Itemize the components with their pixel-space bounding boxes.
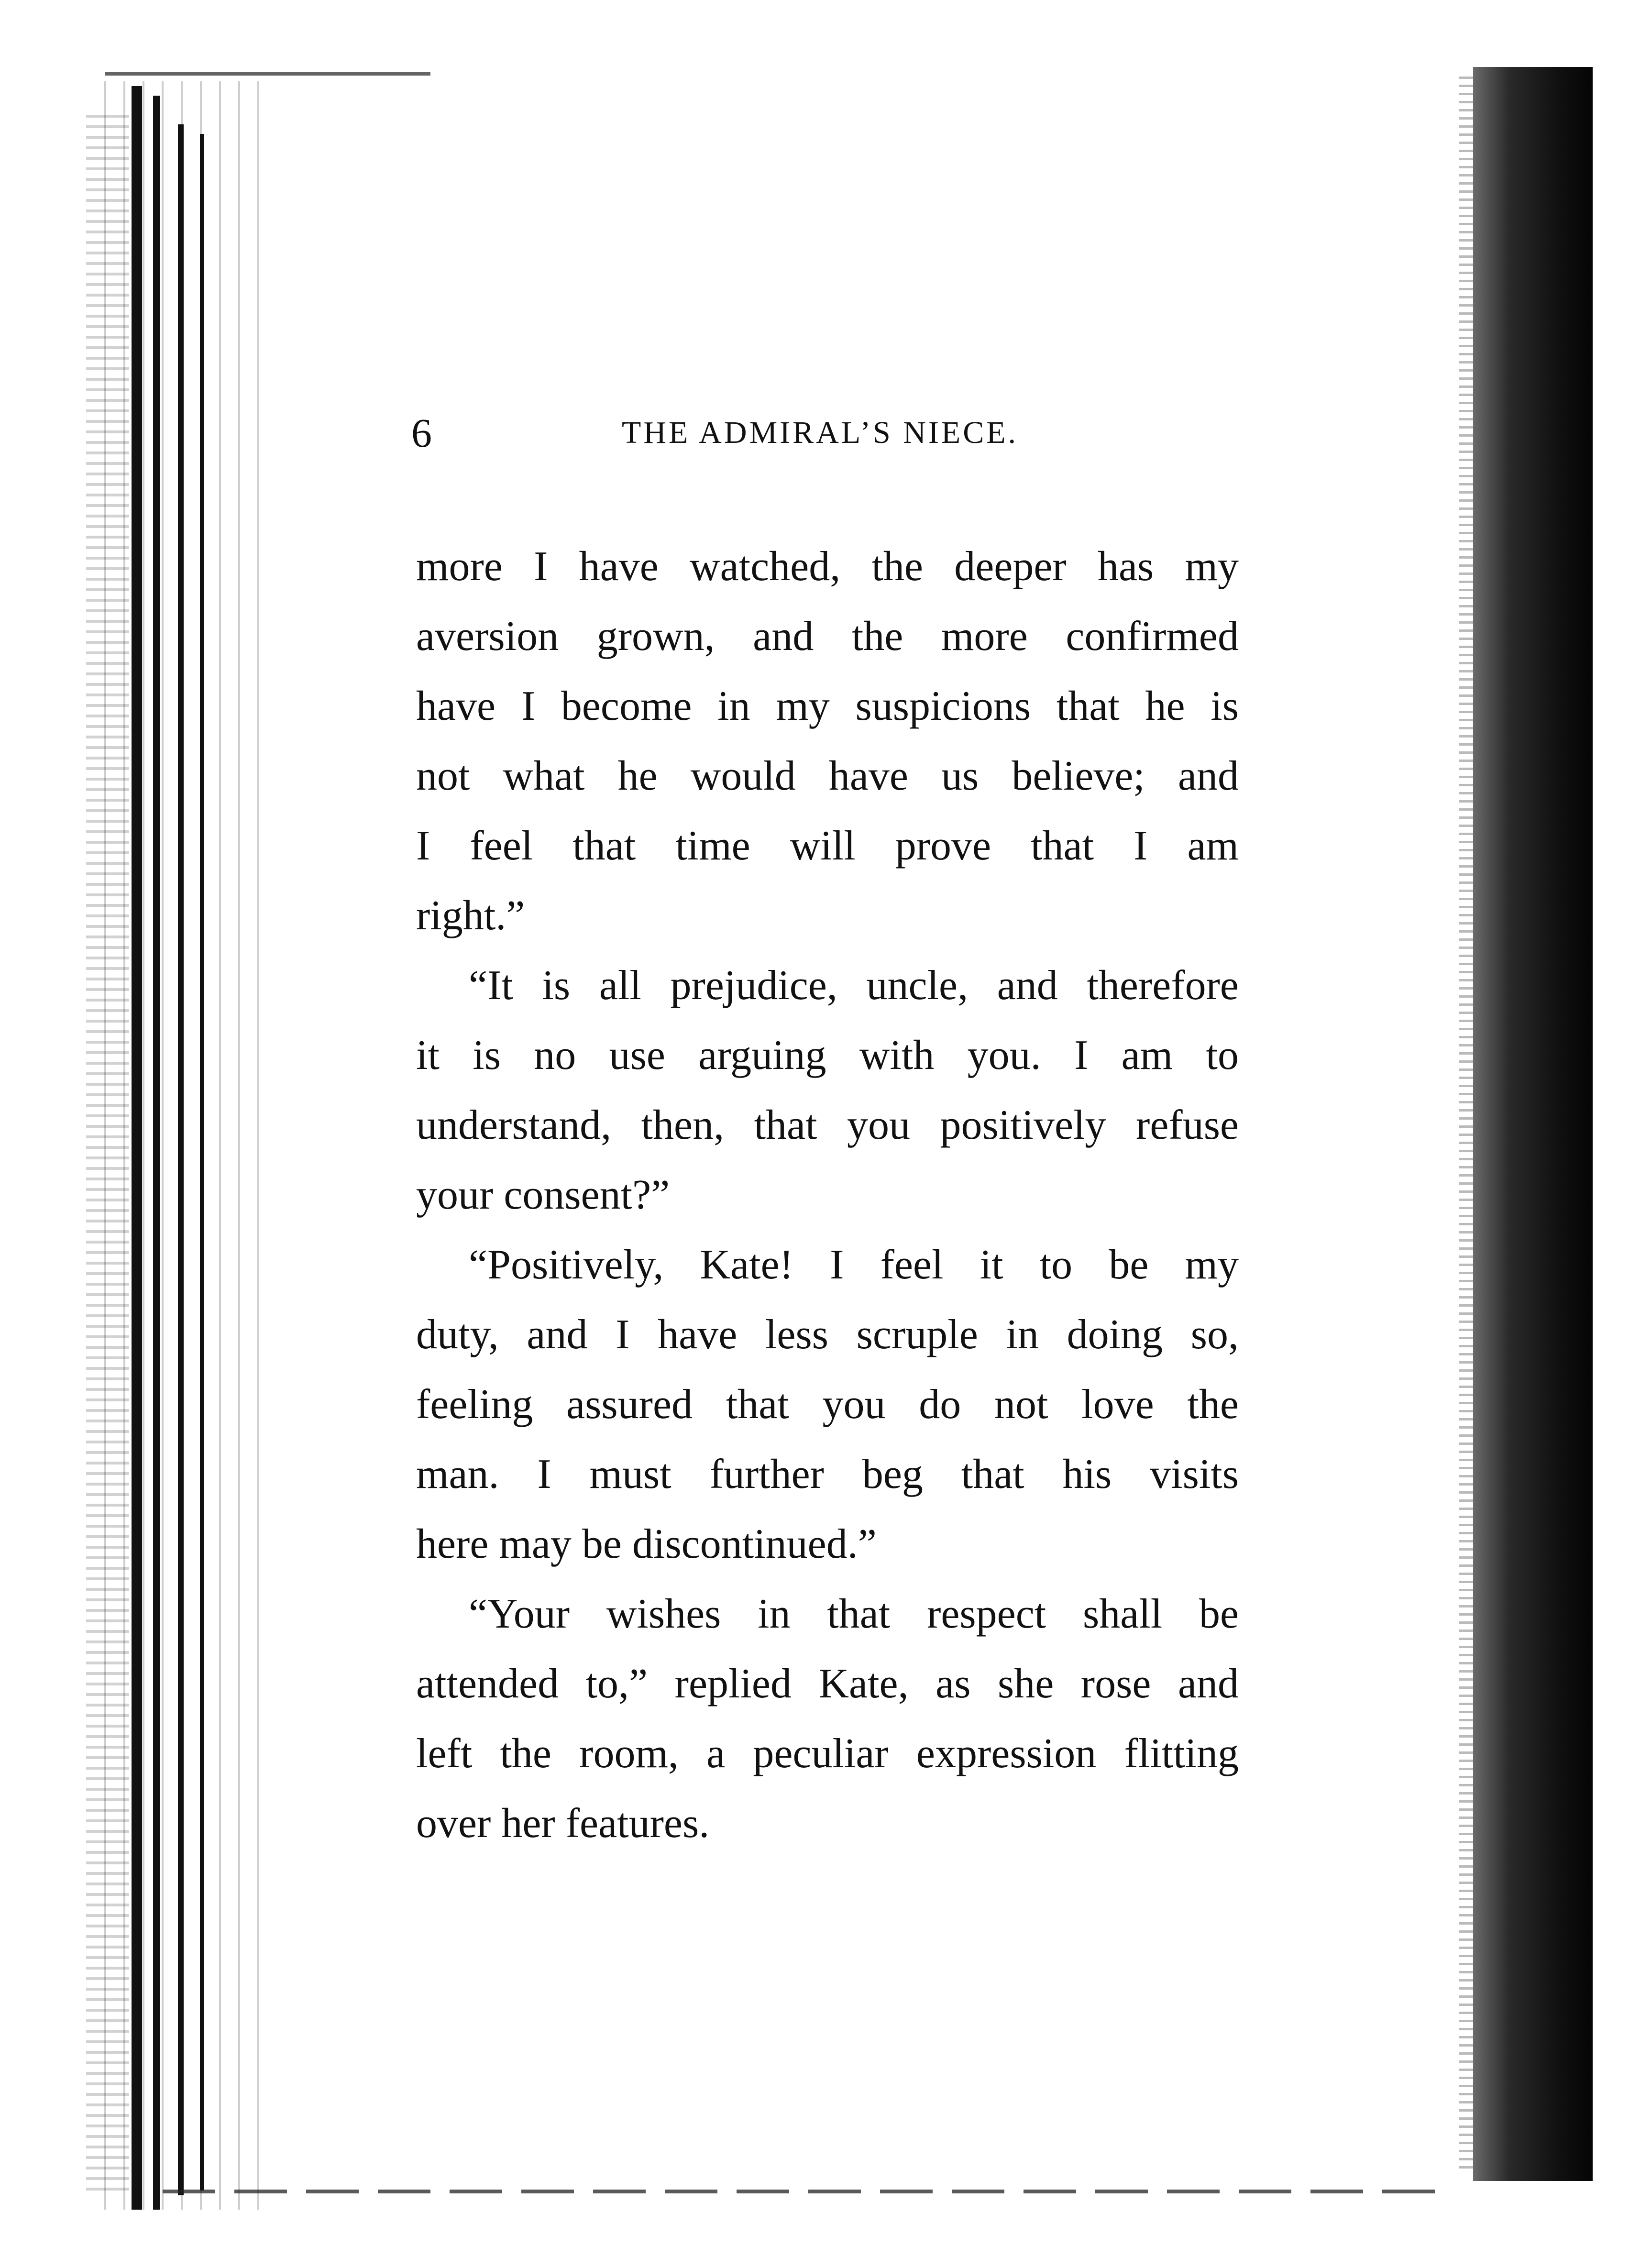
text-line: attended to,” replied Kate, as she rose and (416, 1661, 1239, 1707)
page-edge-shadow (1473, 67, 1593, 2181)
text-line: it is no use arguing with you. I am to (416, 1032, 1239, 1079)
text-line: understand, then, that you positively refuse (416, 1102, 1239, 1148)
scan-bottom-mark (163, 2190, 1454, 2193)
running-title: THE ADMIRAL’S NIECE. (622, 415, 1019, 450)
text-line: duty, and I have less scruple in doing so, (416, 1311, 1239, 1358)
binding-gutter-line (132, 86, 142, 2210)
binding-gutter-line (178, 124, 184, 2195)
text-line: aversion grown, and the more confirmed (416, 613, 1239, 660)
binding-gutter-line (200, 134, 204, 2191)
scan-top-mark (105, 72, 430, 76)
text-line: here may be discontinued.” (416, 1521, 877, 1567)
text-line: feeling assured that you do not love the (416, 1381, 1239, 1428)
text-line: left the room, a peculiar expression flitting (416, 1730, 1239, 1777)
page-number: 6 (411, 410, 432, 456)
text-line: “Your wishes in that respect shall be (469, 1591, 1239, 1637)
text-line: “Positively, Kate! I feel it to be my (469, 1242, 1239, 1288)
text-line: not what he would have us believe; and (416, 753, 1239, 799)
text-line: I feel that time will prove that I am (416, 823, 1239, 869)
text-line: right.” (416, 892, 525, 939)
text-line: “It is all prejudice, uncle, and therefore (469, 962, 1239, 1009)
body-text (416, 532, 1239, 1859)
binding-gutter-speckle (86, 115, 129, 2195)
text-line: your consent?” (416, 1172, 670, 1218)
binding-gutter-line (153, 96, 160, 2210)
text-line: more I have watched, the deeper has my (416, 543, 1239, 590)
text-line: over her features. (416, 1800, 710, 1847)
text-line: man. I must further beg that his visits (416, 1451, 1239, 1497)
running-header (411, 404, 1043, 462)
text-line: have I become in my suspicions that he is (416, 683, 1239, 729)
